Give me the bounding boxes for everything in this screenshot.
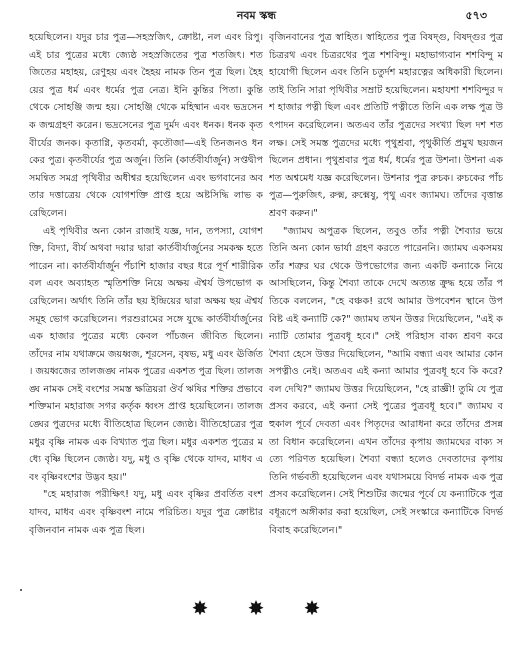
right-text-column [269,29,503,609]
star-ornament-icon: ✸ [191,596,209,620]
paragraph: এই পৃথিবীর অন্য কোন রাজাই যজ্ঞ, দান, তপস্যা, যোগশক্তি, বিদ্যা, বীর্য অথবা দয়ার দ্বারা কার্তবীর্যার্জুনের সমকক্ষ হতে পারেন না। কার্তবীর্যার্জুন পঁচাশি হাজার বছর ধরে পূর্ণ শারীরিক বল এবং অব্যাহত স্মৃতিশক্তি নিয়ে অক্ষয় ঐশ্বর্য উপভোগ করেছিলেন। অর্থাৎ তিনি তাঁর ছয় ইন্দ্রিয়ের দ্বারা অক্ষয় ছয় ঐশ্বর্যসমূহ ভোগ করেছিলেন। পরশুরামের সঙ্গে যুদ্ধে কার্তবীর্যার্জুনের এক হাজার পুত্রের মধ্যে কেবল পাঁচজন জীবিত ছিলেন। তাঁদের নাম যথাক্রমে জয়ধ্বজ, শূরসেন, বৃষভ, মধু এবং ঊর্জিত। জয়ধ্বজের তালজঙ্ঘ নামক পুত্রের একশত পুত্র ছিল। তালজঙ্ঘ নামক সেই বংশের সমস্ত ক্ষত্রিয়রা ঔর্ব ঋষির শক্তির প্রভাবে শক্তিমান মহারাজ সগর কর্তৃক ধ্বংস প্রাপ্ত হয়েছিলেন। তালজঙ্ঘের পুত্রদের মধ্যে বীতিহোত্র ছিলেন জ্যেষ্ঠ। বীতিহোত্রের পুত্র মধুর বৃষ্ণি নামক এক বিখ্যাত পুত্র ছিল। মধুর একশত পুত্রের মধ্যে বৃষ্ণি ছিলেন জ্যেষ্ঠ। যদু, মধু ও বৃষ্ণি থেকে যাদব, মাধব এবং বৃষ্ণিবংশের উদ্ভব হয়।" [29,225,263,483]
page-number: ৫৭৩ [465,9,487,22]
left-text-column [29,29,263,609]
running-header-title: নবম স্কন্ধ [236,9,277,22]
paragraph: হয়েছিলেন। যদুর চার পুত্র—সহস্রজিৎ, ক্রোষ্টা, নল এবং রিপু। এই চার পুত্রের মধ্যে জ্যেষ্ঠ সহস্রজিতের পুত্র শতজিৎ। শতজিতের মহাহয়, রেণুহয় এবং হৈহয় নামক তিন পুত্র ছিল। হৈহয়ের পুত্র ধর্ম এবং ধর্মের পুত্র নেত্র। ইনি কুন্তির পিতা। কুন্তি থেকে সোহঞ্জি জন্ম হয়। সোহঞ্জি থেকে মহিষ্মান এবং ভদ্রসেনক জন্মগ্রহণ করেন। ভদ্রসেনের পুত্র দুর্মদ এবং ধনক। ধনক কৃতবীর্যের জনক। কৃতাগ্নি, কৃতবর্মা, কৃতৌজা—এই তিনজনও ধনকের পুত্র। কৃতবীর্যের পুত্র অর্জুন। তিনি (কার্তবীর্যার্জুন) সপ্তদ্বীপ সমন্বিত সমগ্র পৃথিবীর অধীশ্বর হয়েছিলেন এবং ভগবানের অবতার দত্তাত্রেয় থেকে যোগশক্তি প্রাপ্ত হয়ে অষ্টসিদ্ধি লাভ করেছিলেন। [29,32,263,219]
star-ornament-icon: ✸ [247,596,265,620]
paragraph: "হে মহারাজ পরীক্ষিৎ! যদু, মধু এবং বৃষ্ণির প্রবর্তিত বংশ যাদব, মাধব এবং বৃষ্ণিবংশ নামে পরিচিত। যদুর পুত্র ক্রোষ্টার বৃজিনবান নামক এক পুত্র ছিল। [29,489,263,536]
paragraph: বৃজিনবানের পুত্র স্বাহিত। স্বাহিতের পুত্র বিষদ্গু, বিষদ্গুর পুত্র চিত্ররথ এবং চিত্ররথের পুত্র শশবিন্দু। মহাভাগ্যবান শশবিন্দু মহাযোগী ছিলেন এবং তিনি চতুর্দশ মহারত্নের অধিকারী ছিলেন। তাই তিনি সারা পৃথিবীর সম্রাট হয়েছিলেন। মহাযশা শশবিন্দুর দশ হাজার পত্নী ছিল এবং প্রতিটি পত্নীতে তিনি এক লক্ষ পুত্র উৎপাদন করেছিলেন। অতএব তাঁর পুত্রদের সংখ্যা ছিল দশ শত লক্ষ। সেই সমস্ত পুত্রদের মধ্যে পৃথুশ্রবা, পৃথুকীর্তি প্রমুখ ছয়জন ছিলেন প্রধান। পৃথুশ্রবার পুত্র ধর্ম, ধর্মের পুত্র উশনা। উশনা একশত অশ্বমেধ যজ্ঞ করেছিলেন। উশনার পুত্র রুচক। রুচকের পাঁচ পুত্র—পুরুজিৎ, রুক্ম, রুক্মেষু, পৃথু এবং জ্যামঘ। তাঁদের বৃত্তান্ত শ্রবণ করুন।" [269,32,503,219]
paragraph: "জ্যামঘ অপুত্রক ছিলেন, তবুও তাঁর পত্নী শৈব্যার ভয়ে তিনি অন্য কোন ভার্যা গ্রহণ করতে পারেননি। জ্যামঘ একসময় তাঁর শত্রুর ঘর থেকে উপভোগের জন্য একটি কন্যাকে নিয়ে আসছিলেন, কিন্তু শৈব্যা তাকে দেখে অত্যন্ত ক্রুদ্ধ হয়ে তাঁর পতিকে বললেন, "হে বঞ্চক! রথে আমার উপবেশন স্থানে উপবিষ্ট এই কন্যাটি কে?" জ্যামঘ তখন উত্তর দিয়েছিলেন, "এই কন্যাটি তোমার পুত্রবধূ হবে।" সেই পরিহাস বাক্য শ্রবণ করে শৈব্যা হেসে উত্তর দিয়েছিলেন, "আমি বন্ধ্যা এবং আমার কোন সপত্নীও নেই। অতএব এই কন্যা আমার পুত্রবধূ হবে কি করে? বল দেখি?" জ্যামঘ উত্তর দিয়েছিলেন, "হে রাজ্ঞী! তুমি যে পুত্র প্রসব করবে, এই কন্যা সেই পুত্রের পুত্রবধূ হবে।" জ্যামঘ বহুকাল পূর্বে দেবতা এবং পিতৃদের আরাধনা করে তাঁদের প্রসন্নতা বিধান করেছিলেন। এখন তাঁদের কৃপায় জ্যামঘের বাক্য সত্যে পরিণত হয়েছিল। শৈব্যা বন্ধ্যা হলেও দেবতাদের কৃপায় তিনি গর্ভবতী হয়েছিলেন এবং যথাসময়ে বিদর্ভ নামক এক পুত্র প্রসব করেছিলেন। সেই শিশুটির জন্মের পূর্বে যে কন্যাটিকে পুত্রবধূরূপে অঙ্গীকার করা হয়েছিল, সেই সংস্কারে কন্যাটিকে বিদর্ভ বিবাহ করেছিলেন।" [269,225,503,536]
margin-dot [20,589,22,591]
star-ornament-icon: ✸ [303,596,321,620]
chapter-end-ornaments [0,597,513,621]
